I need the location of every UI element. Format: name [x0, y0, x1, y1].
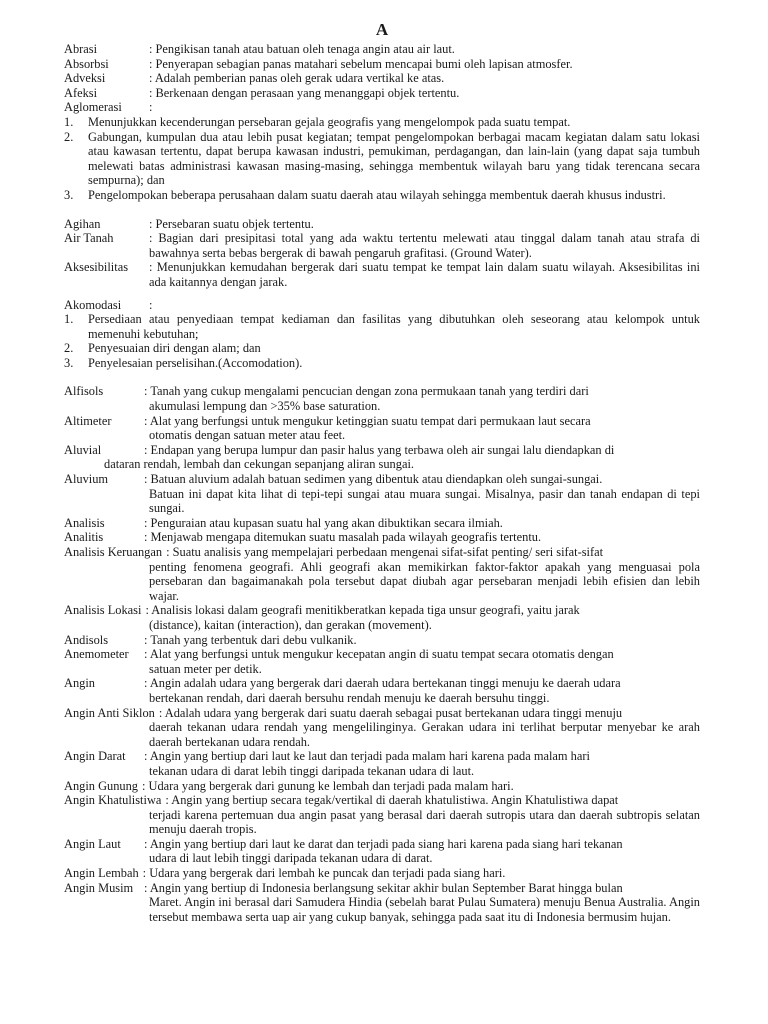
term: Agihan — [64, 216, 101, 231]
definition: : Pengikisan tanah atau batuan oleh tenaga angin atau air laut. — [149, 42, 455, 56]
entry-angin — [64, 676, 700, 705]
definition: : Penyerapan sebagian panas matahari sebelum mencapai bumi oleh lapisan atmosfer. — [149, 56, 573, 71]
entry-first-line — [64, 603, 700, 618]
list-item — [64, 312, 700, 341]
item-number: 3. — [64, 187, 74, 202]
definition-line: : Suatu analisis yang mempelajari perbedaan mengenai sifat-sifat penting/ seri sifat-sifat — [166, 545, 604, 559]
term-colon: : — [149, 297, 153, 312]
entry-first-line — [64, 779, 700, 794]
definition-continuation: dataran rendah, lembah dan cekungan sepanjang aliran sungai. — [104, 457, 414, 472]
akomodasi-list — [64, 312, 700, 370]
term: Aluvial — [64, 442, 102, 457]
list-item — [64, 115, 700, 130]
entry-analitis — [64, 530, 700, 545]
definition: : Berkenaan dengan perasaan yang menanggapi objek tertentu. — [149, 85, 460, 100]
definition-continuation: Maret. Angin ini berasal dari Samudera Hindia (sebelah barat Pulau Sumatera) menuju Benua Australia. Angin tersebut membawa serta uap air yang cukup banyak, sehingga pada saat itu di Indonesia bermusim hujan. — [149, 895, 700, 924]
entry-air-tanah — [64, 231, 700, 260]
definition-line: : Alat yang berfungsi untuk mengukur ketinggian suatu tempat dari permukaan laut secara — [144, 413, 591, 428]
term: Air Tanah — [64, 231, 114, 246]
definition-line: : Angin yang bertiup dari laut ke laut dan terjadi pada malam hari karena pada malam hari — [144, 749, 590, 764]
definition-line: : Analisis lokasi dalam geografi menitikberatkan kepada tiga unsur geografi, yaitu jarak — [145, 603, 580, 618]
entry-alfisols — [64, 384, 700, 413]
list-item — [64, 188, 700, 203]
entry-aluvial — [64, 443, 700, 472]
definition-line: : Batuan aluvium adalah batuan sedimen yang dibentuk atau diendapkan oleh sungai-sungai. — [144, 472, 603, 487]
definition-line: : Angin yang bertiup secara tegak/vertikal di daerah khatulistiwa. Angin Khatulistiwa dapat — [165, 793, 619, 808]
term: Analitis — [64, 530, 104, 545]
entry-absorbsi — [64, 57, 700, 72]
definition-continuation: bertekanan rendah, dari daerah bersuhu rendah menuju ke daerah bersuhu tinggi. — [149, 690, 550, 705]
term: Anemometer — [64, 647, 129, 662]
list-item — [64, 130, 700, 188]
entry-adveksi — [64, 71, 700, 86]
aglomerasi-list — [64, 115, 700, 203]
term: Angin Khatulistiwa — [64, 793, 162, 808]
definition: : Menunjukkan kemudahan bergerak dari suatu tempat ke tempat lain dalam suatu wilayah. Aksesibilitas ini ada kaitannya dengan jarak. — [149, 260, 700, 289]
list-item — [64, 356, 700, 371]
entry-angin-darat — [64, 749, 700, 778]
definition-line: : Adalah udara yang bergerak dari suatu daerah sebagai pusat bertekanan udara tinggi menuju — [158, 705, 623, 720]
spacer — [64, 290, 700, 298]
definition-line: : Tanah yang terbentuk dari debu vulkanik. — [144, 632, 357, 647]
entry-afeksi — [64, 86, 700, 101]
entry-first-line — [64, 530, 700, 545]
entry-first-line — [64, 516, 700, 531]
entry-first-line — [64, 881, 700, 896]
term: Aglomerasi — [64, 100, 122, 115]
item-number: 2. — [64, 129, 74, 144]
definition-continuation: akumulasi lempung dan >35% base saturation. — [149, 399, 381, 414]
definition-line: : Angin yang bertiup dari laut ke darat dan terjadi pada siang hari karena pada siang hari tekanan — [144, 836, 623, 851]
entry-angin-laut — [64, 837, 700, 866]
definition: : Persebaran suatu objek tertentu. — [149, 216, 314, 231]
definition-line: : Tanah yang cukup mengalami pencucian dengan zona permukaan tanah yang terdiri dari — [144, 384, 589, 399]
entry-first-line — [64, 647, 700, 662]
item-text: Penyelesaian perselisihan.(Accomodation). — [88, 355, 303, 370]
definition-continuation: tekanan udara di darat lebih tinggi daripada tekanan udara di laut. — [149, 763, 475, 778]
entry-first-line — [64, 676, 700, 691]
definition-line: : Angin adalah udara yang bergerak dari daerah udara bertekanan tinggi menuju ke daerah udara — [144, 676, 621, 691]
term: Angin Darat — [64, 749, 126, 764]
entry-angin-khatulistiwa — [64, 793, 700, 837]
term: Angin Gunung — [64, 778, 138, 793]
entry-akomodasi — [64, 298, 700, 313]
definition-continuation: otomatis dengan satuan meter atau feet. — [149, 428, 346, 443]
term: Angin Anti Siklon — [64, 705, 155, 720]
entry-first-line — [64, 545, 700, 560]
entry-angin-lembah — [64, 866, 700, 881]
term: Adveksi — [64, 71, 106, 86]
entry-first-line — [64, 414, 700, 429]
item-number: 1. — [64, 114, 74, 129]
spacer — [64, 203, 700, 217]
definition-continuation: (distance), kaitan (interaction), dan gerakan (movement). — [149, 617, 432, 632]
term: Akomodasi — [64, 297, 122, 312]
term: Alfisols — [64, 384, 104, 399]
spacer — [64, 370, 700, 384]
entry-aglomerasi — [64, 100, 700, 115]
entry-first-line — [64, 837, 700, 852]
definition-continuation: daerah tekanan udara rendah yang mengelilinginya. Gerakan udara ini terlihat berputar menyebar ke arah daerah bertekanan udara rendah. — [149, 720, 700, 749]
section-letter-heading: A — [375, 20, 389, 39]
term: Angin Lembah — [64, 866, 139, 881]
definition-continuation: penting fenomena geografi. Ahli geografi akan memikirkan faktor-faktor apakah yang menguasai pola persebaran dan bagaimanakah pola tersebut dapat diubah agar persebaran menjadi lebih efisien dan lebih wajar. — [149, 559, 700, 603]
list-item — [64, 341, 700, 356]
term: Angin Musim — [64, 880, 134, 895]
definition: : Bagian dari presipitasi total yang ada waktu tertentu melewati atau tinggal dalam tanah atau strafa di bawahnya serta bebas bergerak di bawah pengaruh grafitasi. (Ground Water). — [149, 231, 700, 260]
entry-aluvium — [64, 472, 700, 516]
glossary-page — [64, 20, 700, 924]
item-text: Pengelompokan beberapa perusahaan dalam suatu daerah atau wilayah sehingga membentuk daerah khusus industri. — [88, 187, 666, 202]
definition: : Adalah pemberian panas oleh gerak udara vertikal ke atas. — [149, 71, 445, 86]
definition-line: : Udara yang bergerak dari lembah ke puncak dan terjadi pada siang hari. — [142, 866, 506, 881]
definition-line: : Udara yang bergerak dari gunung ke lembah dan terjadi pada malam hari. — [142, 778, 514, 793]
term: Andisols — [64, 632, 109, 647]
term: Angin Laut — [64, 836, 121, 851]
item-text: Persediaan atau penyediaan tempat kediaman dan fasilitas yang dibutuhkan oleh seseorang atau kelompok untuk memenuhi kebutuhan; — [88, 312, 700, 341]
definition-continuation: udara di laut lebih tinggi daripada tekanan udara di darat. — [149, 851, 433, 866]
item-text: Gabungan, kumpulan dua atau lebih pusat kegiatan; tempat pengelompokan berbagai macam kegiatan dalam satu lokasi atau kawasan tertentu, dapat berupa kawasan industri, pemukiman, perdagangan, dan lain-lain (yang dapat saja tumbuh melewati batas administrasi kawasan masing-masing, sehingga membentuk wilayah baru yang tidak terencana secara sempurna); dan — [88, 129, 700, 188]
definition-line: : Penguraian atau kupasan suatu hal yang akan dibuktikan secara ilmiah. — [144, 515, 503, 530]
term: Altimeter — [64, 413, 112, 428]
item-text: Penyesuaian diri dengan alam; dan — [88, 341, 261, 356]
entry-altimeter — [64, 414, 700, 443]
entry-first-line — [64, 443, 700, 458]
entry-analisis-lokasi — [64, 603, 700, 632]
item-number: 1. — [64, 312, 74, 327]
entry-first-line — [64, 472, 700, 487]
term: Aksesibilitas — [64, 260, 129, 275]
entry-angin-musim — [64, 881, 700, 925]
definition-line: : Angin yang bertiup di Indonesia berlangsung sekitar akhir bulan September Barat hingga bulan — [144, 880, 623, 895]
term: Analisis Lokasi — [64, 603, 142, 618]
entry-first-line — [64, 633, 700, 648]
term: Afeksi — [64, 85, 98, 100]
term: Absorbsi — [64, 56, 109, 71]
entry-analisis-keruangan — [64, 545, 700, 603]
entry-first-line — [64, 749, 700, 764]
entry-abrasi — [64, 42, 700, 57]
entry-angin-gunung — [64, 779, 700, 794]
definition-line: : Menjawab mengapa ditemukan suatu masalah pada wilayah geografis tertentu. — [144, 530, 542, 545]
entry-first-line — [64, 384, 700, 399]
entry-first-line — [64, 866, 700, 881]
entry-first-line — [64, 706, 700, 721]
term: Analisis — [64, 515, 105, 530]
entry-aksesibilitas — [64, 260, 700, 289]
entry-agihan — [64, 217, 700, 232]
definition-continuation: terjadi karena pertemuan dua angin pasat yang berasal dari daerah sutropis utara dan daerah subtropis selatan menuju daerah tropis. — [149, 807, 700, 837]
entry-angin-anti-siklon — [64, 706, 700, 750]
term: Aluvium — [64, 472, 109, 487]
item-number: 3. — [64, 355, 74, 370]
entry-anemometer — [64, 647, 700, 676]
item-text: Menunjukkan kecenderungan persebaran gejala geografis yang mengelompok pada suatu tempat. — [88, 114, 571, 129]
entry-analisis — [64, 516, 700, 531]
definition-line: : Endapan yang berupa lumpur dan pasir halus yang terbawa oleh air sungai lalu diendapkan di — [144, 442, 615, 457]
entry-first-line — [64, 793, 700, 808]
entry-andisols — [64, 633, 700, 648]
term: Analisis Keruangan — [64, 545, 163, 559]
term: Abrasi — [64, 42, 98, 56]
definition-line: : Alat yang berfungsi untuk mengukur kecepatan angin di suatu tempat secara otomatis dengan — [144, 647, 614, 662]
term-colon: : — [149, 100, 153, 115]
item-number: 2. — [64, 341, 74, 356]
definition-continuation: Batuan ini dapat kita lihat di tepi-tepi sungai atau muara sungai. Misalnya, pasir dan tanah endapan di tepi sungai. — [149, 486, 700, 516]
definition-continuation: satuan meter per detik. — [149, 661, 262, 676]
term: Angin — [64, 676, 95, 691]
